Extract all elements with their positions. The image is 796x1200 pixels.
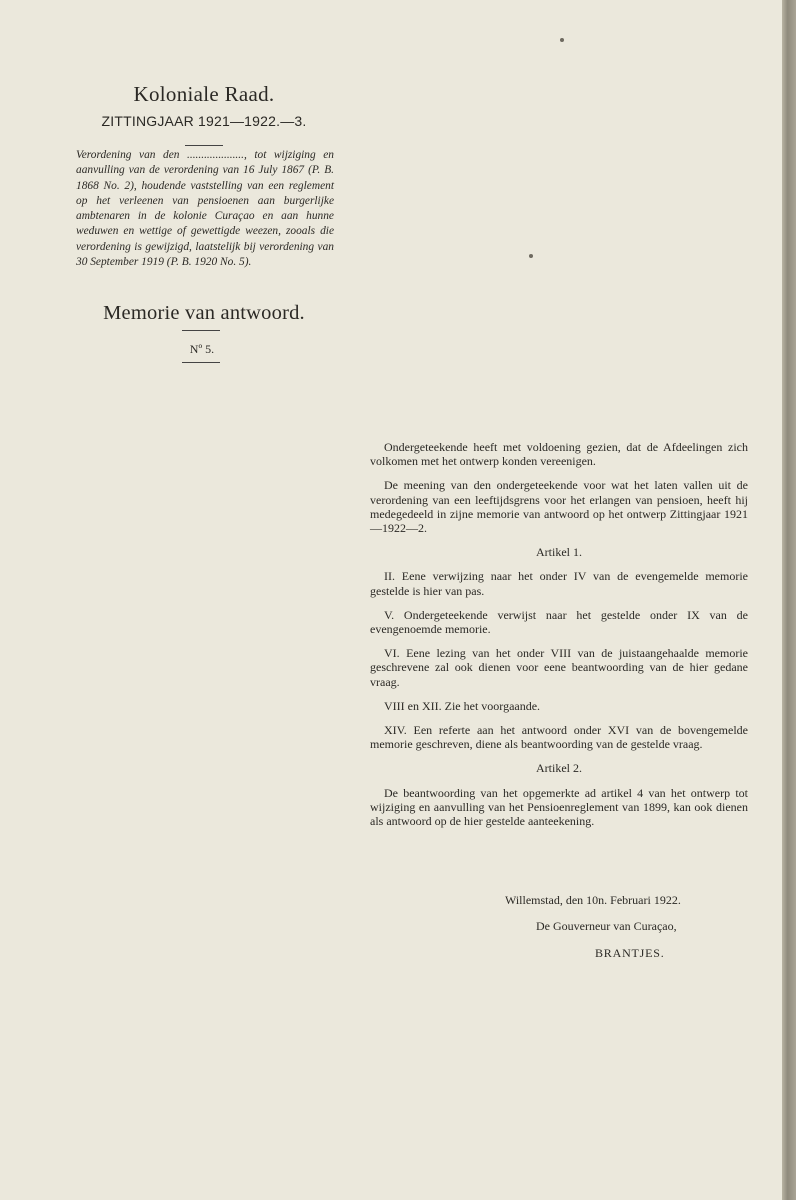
paragraph-article-2: De beantwoording van het opgemerkte ad artikel 4 van het ontwerp tot wijziging en aanvulling van het Pensioenreglement van 1899, kan ook dienen als antwoord op de hier gestelde aanteekening. bbox=[370, 785, 748, 829]
signature-name: BRANTJES. bbox=[595, 946, 665, 960]
paragraph-ii: II. Eene verwijzing naar het onder IV van de evengemelde memorie gestelde is hier van pas. bbox=[370, 569, 748, 598]
paragraph-vi: VI. Eene lezing van het onder VIII van de juistaangehaalde memorie geschrevene zal ook dienen voor eene beantwoording van de hier gedane vraag. bbox=[370, 646, 748, 689]
article-1-heading: Artikel 1. bbox=[536, 545, 582, 560]
paper-speck bbox=[529, 254, 533, 258]
memo-divider-top bbox=[182, 330, 220, 331]
memo-title: Memorie van antwoord. bbox=[103, 302, 305, 324]
paragraph-xiv: XIV. Een referte aan het antwoord onder XVI van de bovengemelde memorie geschreven, diene als beantwoording van de gestelde vraag. bbox=[370, 723, 748, 752]
memo-body bbox=[370, 440, 748, 838]
memo-number: Nº 5. bbox=[189, 342, 215, 356]
paragraph-viii-xii: VIII en XII. Zie het voorgaande. bbox=[384, 698, 541, 713]
document-header bbox=[72, 82, 336, 146]
signature-title: De Gouverneur van Curaçao, bbox=[536, 919, 677, 933]
memo-divider-bottom bbox=[182, 362, 220, 363]
paragraph-v: V. Ondergeteekende verwijst naar het gestelde onder IX van de evengenoemde memorie. bbox=[370, 607, 748, 637]
page-edge bbox=[782, 0, 796, 1200]
article-2-heading: Artikel 2. bbox=[536, 761, 582, 776]
council-title: Koloniale Raad. bbox=[133, 82, 275, 106]
session-label: ZITTINGJAAR 1921—1922.—3. bbox=[101, 113, 307, 129]
header-divider bbox=[185, 145, 223, 146]
paragraph-1: Ondergeteekende heeft met voldoening gezien, dat de Afdeelingen zich volkomen met het ontwerp konden vereenigen. bbox=[370, 440, 748, 469]
paper-speck bbox=[560, 38, 564, 42]
paragraph-2: De meening van den ondergeteekende voor wat het laten vallen uit de verordening van een leeftijdsgrens voor het erlangen van pensioen, heeft hij medegedeeld in zijne memorie van antwoord op het ontwerp Zittingjaar 1921—1922—2. bbox=[370, 478, 748, 536]
ordinance-description: Verordening van den ...................., tot wijziging en aanvulling van de verordening van 16 July 1867 (P. B. 1868 No. 2), houdende vaststelling van een reglement op het verleenen van pensioenen aan burgerlijke ambtenaren in de kolonie Curaçao en aan hunne weduwen en wettige of gewettigde weezen, zooals die verordening is gewijzigd, laatstelijk bij verordening van 30 September 1919 (P. B. 1920 No. 5). bbox=[76, 149, 334, 269]
signature-place-date: Willemstad, den 10n. Februari 1922. bbox=[505, 893, 681, 907]
